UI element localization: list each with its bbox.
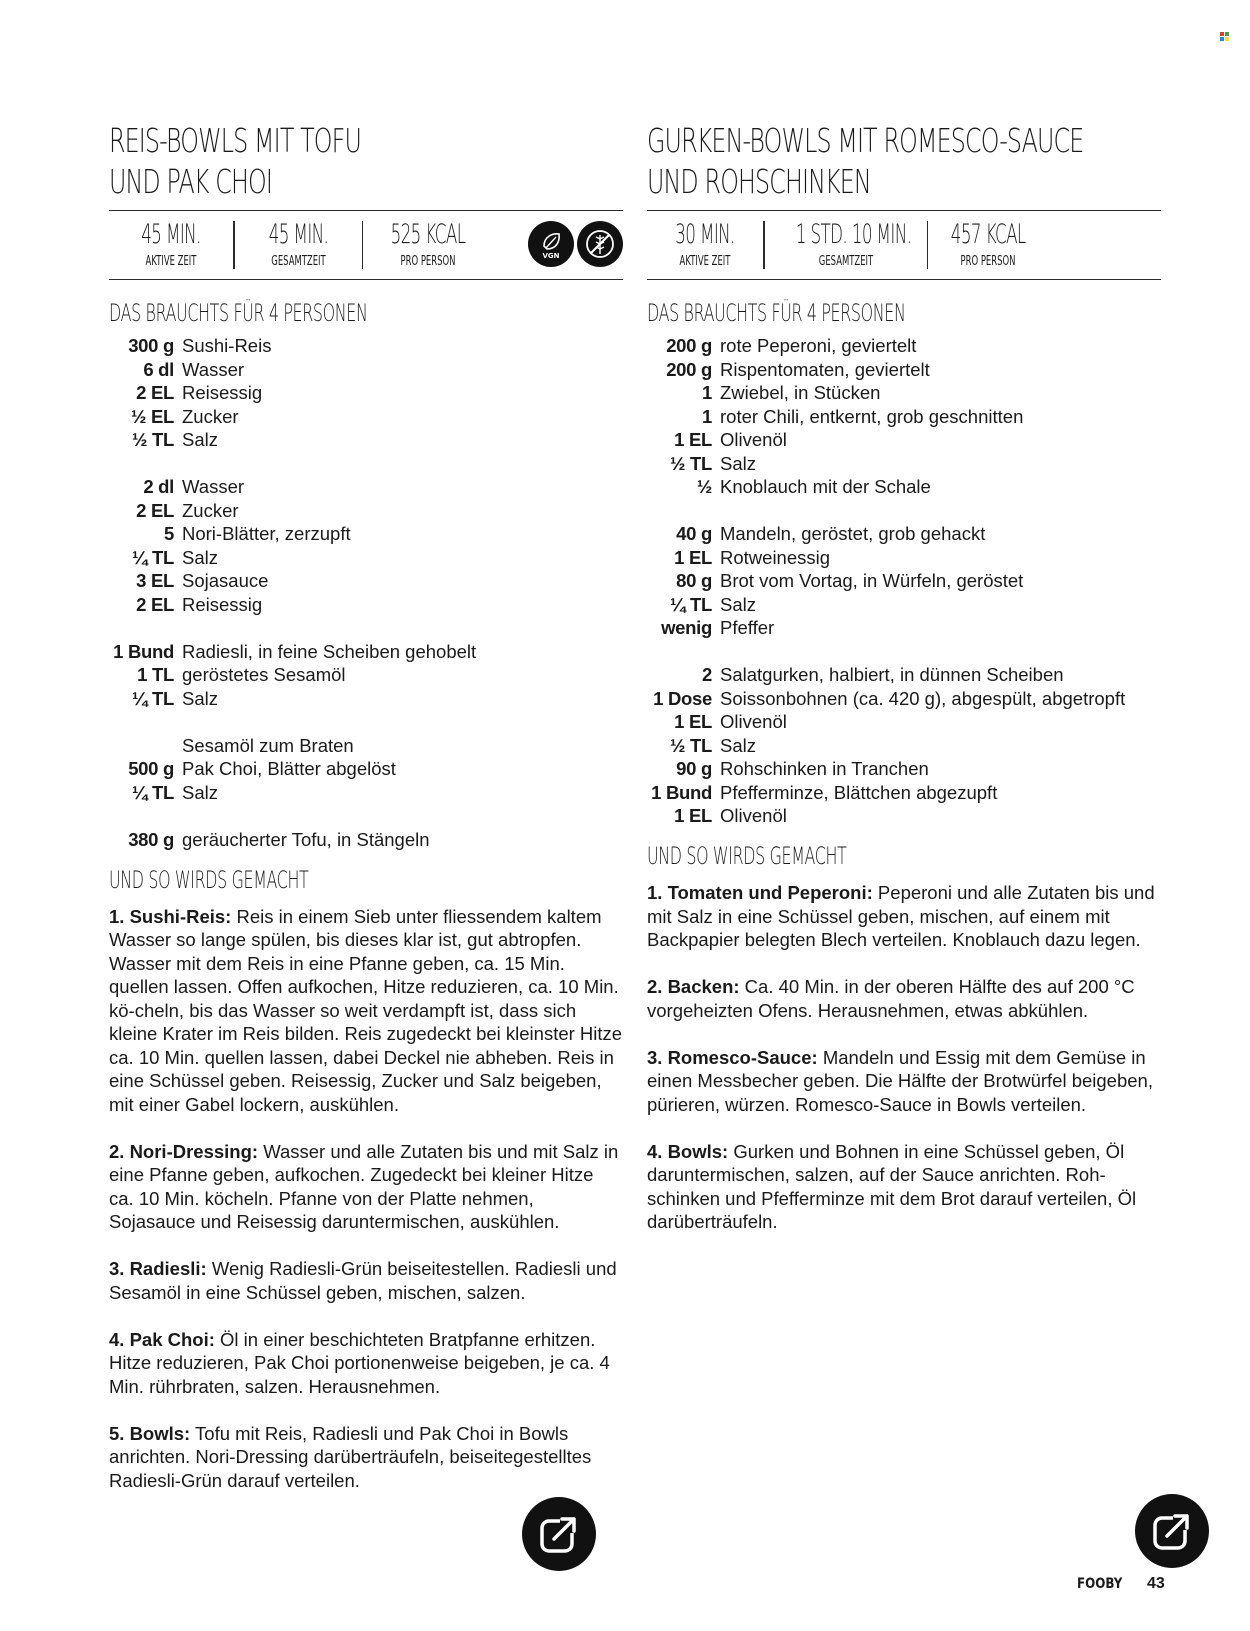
ingredient-group: [647, 522, 1161, 640]
title-line-1: REIS-BOWLS MIT TOFU: [109, 121, 361, 160]
ingredient-amount: 2 EL: [136, 499, 174, 521]
ingredients-heading: DAS BRAUCHTS FÜR 4 PERSONEN: [109, 299, 368, 327]
ingredient-name: Brot vom Vortag, in Würfeln, geröstet: [720, 570, 1024, 591]
step-title: 5. Bowls:: [109, 1422, 191, 1444]
step-title: 4. Bowls:: [647, 1140, 729, 1162]
title-line-2: UND PAK CHOI: [109, 162, 273, 201]
ingredient-row: [109, 757, 623, 781]
step-text: Peperoni und alle Zutaten bis und mit Salz in eine Schüssel geben, mischen, auf einem mit Backpapier belegten Blech verteilen. Knoblauch dazu legen.: [647, 882, 1155, 950]
ingredient-name: Olivenöl: [720, 711, 787, 732]
page-number: 43: [1147, 1575, 1165, 1592]
ingredient-amount: 1 Bund: [113, 640, 174, 662]
ingredient-amount: 2 EL: [136, 382, 174, 403]
step-text: Mandeln und Essig mit dem Gemüse in einen Messbecher geben. Die Hälfte der Brotwürfel beigeben, pürieren, würzen. Romesco-Sauce in Bowls verteilen.: [647, 1046, 1153, 1115]
ingredient-amount: 1: [702, 382, 712, 403]
ingredient-row: [109, 358, 623, 382]
ingredient-name: Pfeffer: [720, 617, 775, 638]
ingredient-row: [647, 593, 1161, 617]
ingredient-name: Sesamöl zum Braten: [182, 734, 354, 756]
ingredient-list: [109, 334, 623, 851]
ingredient-list: [647, 334, 1161, 828]
ingredient-amount: ½ TL: [132, 429, 174, 450]
ingredient-name: Rohschinken in Tranchen: [720, 758, 929, 779]
share-button-left[interactable]: [522, 1497, 596, 1571]
ingredient-row: [109, 569, 623, 593]
ingredient-group: [109, 734, 623, 805]
ingredient-amount: 3 EL: [136, 570, 174, 591]
ingredient-row: [109, 334, 623, 358]
ingredient-row: [647, 616, 1161, 640]
ingredient-amount: ½: [696, 476, 712, 497]
ingredient-amount: ¼ TL: [132, 546, 174, 568]
step-title: 1. Tomaten und Peperoni:: [647, 882, 873, 903]
ingredient-amount: 2 EL: [136, 593, 174, 615]
ingredient-amount: 1 EL: [674, 429, 712, 450]
leaf-icon: [534, 227, 568, 261]
step-list: [647, 881, 1161, 1234]
ingredient-amount: ¼ TL: [132, 687, 174, 709]
ingredient-row: [647, 358, 1161, 382]
ingredient-row: [647, 428, 1161, 452]
external-link-icon: [536, 1511, 582, 1557]
ingredient-amount: 1 TL: [137, 664, 174, 685]
ingredient-amount: 1 Dose: [653, 687, 712, 709]
ingredient-row: [647, 405, 1161, 429]
ingredient-row: [647, 334, 1161, 358]
external-link-icon: [1149, 1508, 1195, 1554]
vegan-label: VGN: [542, 252, 560, 260]
share-button-right[interactable]: [1135, 1494, 1209, 1568]
ingredient-name: Zwiebel, in Stücken: [720, 382, 881, 403]
ingredient-name: Salz: [182, 546, 218, 568]
ingredient-row: [647, 757, 1161, 781]
ingredient-name: Knoblauch mit der Schale: [720, 476, 931, 497]
ingredient-name: Salatgurken, halbiert, in dünnen Scheiben: [720, 664, 1064, 685]
ingredient-amount: 90 g: [676, 758, 712, 779]
step-list: [109, 905, 623, 1493]
info-total-time: 1 STD. 10 MIN. GESAMTZEIT: [795, 219, 911, 269]
ingredient-row: [109, 593, 623, 617]
info-bar: [109, 210, 623, 280]
step-paragraph: [647, 1140, 1161, 1234]
ingredient-name: Pak Choi, Blätter abgelöst: [182, 758, 396, 779]
ingredient-amount: 1 EL: [674, 546, 712, 568]
ingredient-amount: 200 g: [666, 335, 712, 356]
step-text: Wenig Radiesli-Grün beiseitestellen. Radiesli und Sesamöl in eine Schüssel geben, mischen, salzen.: [109, 1258, 617, 1303]
ingredient-row: [109, 522, 623, 546]
recipe-tofu: [109, 120, 623, 1516]
ingredient-amount: 1: [702, 405, 712, 427]
no-gluten-icon: [583, 227, 617, 261]
ingredient-amount: 300 g: [128, 335, 174, 356]
ingredient-name: Pfefferminze, Blättchen abgezupft: [720, 781, 998, 803]
step-paragraph: [109, 1140, 623, 1234]
ingredient-name: Soissonbohnen (ca. 420 g), abgespült, abgetropft: [720, 687, 1126, 709]
ingredient-row: [109, 828, 623, 852]
ingredient-name: Salz: [182, 781, 218, 803]
ingredient-name: Salz: [720, 734, 756, 756]
title-line-1: GURKEN-BOWLS MIT ROMESCO-SAUCE: [647, 121, 1084, 160]
step-title: 1. Sushi-Reis:: [109, 905, 232, 927]
step-text: Tofu mit Reis, Radiesli und Pak Choi in Bowls anrichten. Nori-Dressing darüberträufeln, beiseitegestelltes Radiesli-Grün darauf verteilen.: [109, 1422, 592, 1491]
ingredient-amount: ¼ TL: [132, 781, 174, 803]
ingredient-row: [109, 781, 623, 805]
ingredient-amount: 500 g: [128, 758, 174, 779]
ingredient-group: [109, 334, 623, 452]
ingredient-name: Olivenöl: [720, 429, 787, 450]
ingredient-amount: 2: [702, 664, 712, 685]
ingredient-amount: 380 g: [128, 828, 174, 850]
ingredient-group: [647, 334, 1161, 499]
ingredient-name: Zucker: [182, 405, 239, 427]
ingredient-name: Wasser: [182, 476, 245, 497]
info-calories: 457 KCAL PRO PERSON: [950, 219, 1026, 269]
ingredient-name: Reisessig: [182, 382, 263, 403]
ingredient-amount: 2 dl: [143, 476, 174, 497]
ingredient-name: Olivenöl: [720, 805, 787, 826]
step-title: 2. Nori-Dressing:: [109, 1140, 259, 1162]
step-paragraph: [647, 881, 1161, 952]
gluten-free-badge: [577, 221, 623, 267]
ingredient-amount: ½ EL: [130, 405, 174, 427]
ingredient-group: [647, 663, 1161, 828]
steps-heading: UND SO WIRDS GEMACHT: [647, 842, 847, 870]
ingredient-name: rote Peperoni, geviertelt: [720, 335, 917, 356]
step-title: 2. Backen:: [647, 976, 740, 997]
ingredient-name: Rotweinessig: [720, 546, 831, 568]
recipe-gurken: [647, 120, 1161, 1257]
ingredient-row: [647, 475, 1161, 499]
vegan-badge: [528, 221, 574, 267]
ingredient-name: Reisessig: [182, 593, 263, 615]
step-paragraph: [109, 1328, 623, 1399]
ingredient-name: Rispentomaten, geviertelt: [720, 358, 930, 380]
ingredient-row: [109, 475, 623, 499]
ingredients-heading: DAS BRAUCHTS FÜR 4 PERSONEN: [647, 299, 906, 327]
ingredient-row: [647, 781, 1161, 805]
ingredient-row: [647, 569, 1161, 593]
ingredient-row: [647, 546, 1161, 570]
ingredient-amount: ¼ TL: [670, 593, 712, 615]
ingredient-name: Salz: [182, 429, 218, 450]
ingredient-name: Sushi-Reis: [182, 335, 272, 356]
ingredient-name: Nori-Blätter, zerzupft: [182, 523, 351, 544]
ingredient-name: roter Chili, entkernt, grob geschnitten: [720, 405, 1024, 427]
info-active-time: 30 MIN. AKTIVE ZEIT: [675, 219, 735, 269]
ingredient-amount: 80 g: [676, 570, 712, 591]
ingredient-row: [109, 687, 623, 711]
ingredient-name: geräucherter Tofu, in Stängeln: [182, 828, 430, 850]
info-bar: [647, 210, 1161, 280]
info-total-time: 45 MIN. GESAMTZEIT: [268, 219, 328, 269]
step-text: Ca. 40 Min. in der oberen Hälfte des auf 200 °C vorgeheizten Ofens. Herausnehmen, etwas abkühlen.: [647, 976, 1135, 1021]
ingredient-row: [647, 663, 1161, 687]
ingredient-row: [109, 499, 623, 523]
ingredient-name: Radiesli, in feine Scheiben gehobelt: [182, 640, 477, 662]
steps-heading: UND SO WIRDS GEMACHT: [109, 865, 309, 894]
ingredient-row: [109, 640, 623, 664]
ingredient-row: [647, 734, 1161, 758]
ingredient-row: [647, 452, 1161, 476]
ingredient-amount: 1 Bund: [651, 781, 712, 803]
info-calories: 525 KCAL PRO PERSON: [390, 219, 466, 269]
step-paragraph: [109, 1422, 623, 1493]
ingredient-row: [647, 381, 1161, 405]
ingredient-group: [109, 828, 623, 852]
ingredient-name: Salz: [182, 687, 218, 709]
ingredient-name: Sojasauce: [182, 570, 269, 591]
ingredient-amount: 1 EL: [674, 711, 712, 732]
ingredient-amount: 200 g: [666, 358, 712, 380]
step-paragraph: [647, 1046, 1161, 1117]
step-text: Wasser und alle Zutaten bis und mit Salz in eine Pfanne geben, aufkochen. Zugedeckt bei kleiner Hitze ca. 10 Min. köcheln. Pfanne von der Platte nehmen, Sojasauce und Reisessig daruntermischen, auskühlen.: [109, 1140, 619, 1232]
ingredient-name: Mandeln, geröstet, grob gehackt: [720, 523, 986, 544]
ingredient-amount: wenig: [661, 617, 712, 638]
ingredient-row: [109, 405, 623, 429]
ingredient-amount: 40 g: [676, 523, 712, 544]
ingredient-group: [109, 640, 623, 711]
recipe-title: [647, 120, 1165, 204]
ingredient-name: Salz: [720, 452, 756, 474]
ingredient-row: [109, 663, 623, 687]
diet-badges: [528, 221, 623, 267]
corner-logo: [1220, 32, 1229, 41]
brand-logo: FOOBY: [1077, 1576, 1123, 1592]
ingredient-amount: 1 EL: [674, 805, 712, 826]
ingredient-row: [109, 734, 623, 758]
ingredient-row: [647, 804, 1161, 828]
step-text: Reis in einem Sieb unter fliessendem kaltem Wasser so lange spülen, bis dieses klar ist, gut abtropfen. Wasser mit dem Reis in eine Pfanne geben, ca. 15 Min. quellen lassen. Offen aufkochen, Hitze reduzieren, ca. 10 Min. kö-cheln, bis das Wasser so weit verdampft ist, dass sich kleine Krater im Reis bilden. Reis zugedeckt bei kleinster Hitze ca. 10 Min. quellen lassen, dabei Deckel nie abheben. Reis in eine Schüssel geben. Reisessig, Zucker und Salz beigeben, mit einer Gabel lockern, auskühlen.: [109, 905, 623, 1115]
step-paragraph: [109, 1257, 623, 1304]
ingredient-row: [109, 381, 623, 405]
ingredient-name: Salz: [720, 593, 756, 615]
title-line-2: UND ROHSCHINKEN: [647, 162, 871, 201]
ingredient-row: [647, 522, 1161, 546]
info-active-time: 45 MIN. AKTIVE ZEIT: [141, 219, 201, 269]
step-paragraph: [647, 975, 1161, 1022]
ingredient-group: [109, 475, 623, 616]
ingredient-name: geröstetes Sesamöl: [182, 664, 346, 685]
ingredient-amount: ½ TL: [670, 734, 712, 756]
step-title: 3. Romesco-Sauce:: [647, 1046, 818, 1068]
ingredient-amount: [109, 734, 182, 758]
ingredient-row: [647, 687, 1161, 711]
step-text: Gurken und Bohnen in eine Schüssel geben, Öl daruntermischen, salzen, auf der Sauce anrichten. Roh-schinken und Pfefferminze mit dem Brot darauf verteilen, Öl darüberträufeln.: [647, 1140, 1137, 1232]
ingredient-amount: 6 dl: [143, 358, 174, 380]
ingredient-name: Wasser: [182, 358, 245, 380]
step-paragraph: [109, 905, 623, 1117]
ingredient-amount: ½ TL: [670, 452, 712, 474]
ingredient-row: [109, 428, 623, 452]
ingredient-amount: 5: [164, 523, 174, 544]
ingredient-name: Zucker: [182, 499, 239, 521]
step-title: 4. Pak Choi:: [109, 1328, 215, 1350]
step-text: Öl in einer beschichteten Bratpfanne erhitzen. Hitze reduzieren, Pak Choi portionenweise beigeben, je ca. 4 Min. rührbraten, salzen. Herausnehmen.: [109, 1328, 610, 1397]
recipe-title: [109, 120, 627, 204]
step-title: 3. Radiesli:: [109, 1258, 207, 1279]
ingredient-row: [109, 546, 623, 570]
ingredient-row: [647, 710, 1161, 734]
